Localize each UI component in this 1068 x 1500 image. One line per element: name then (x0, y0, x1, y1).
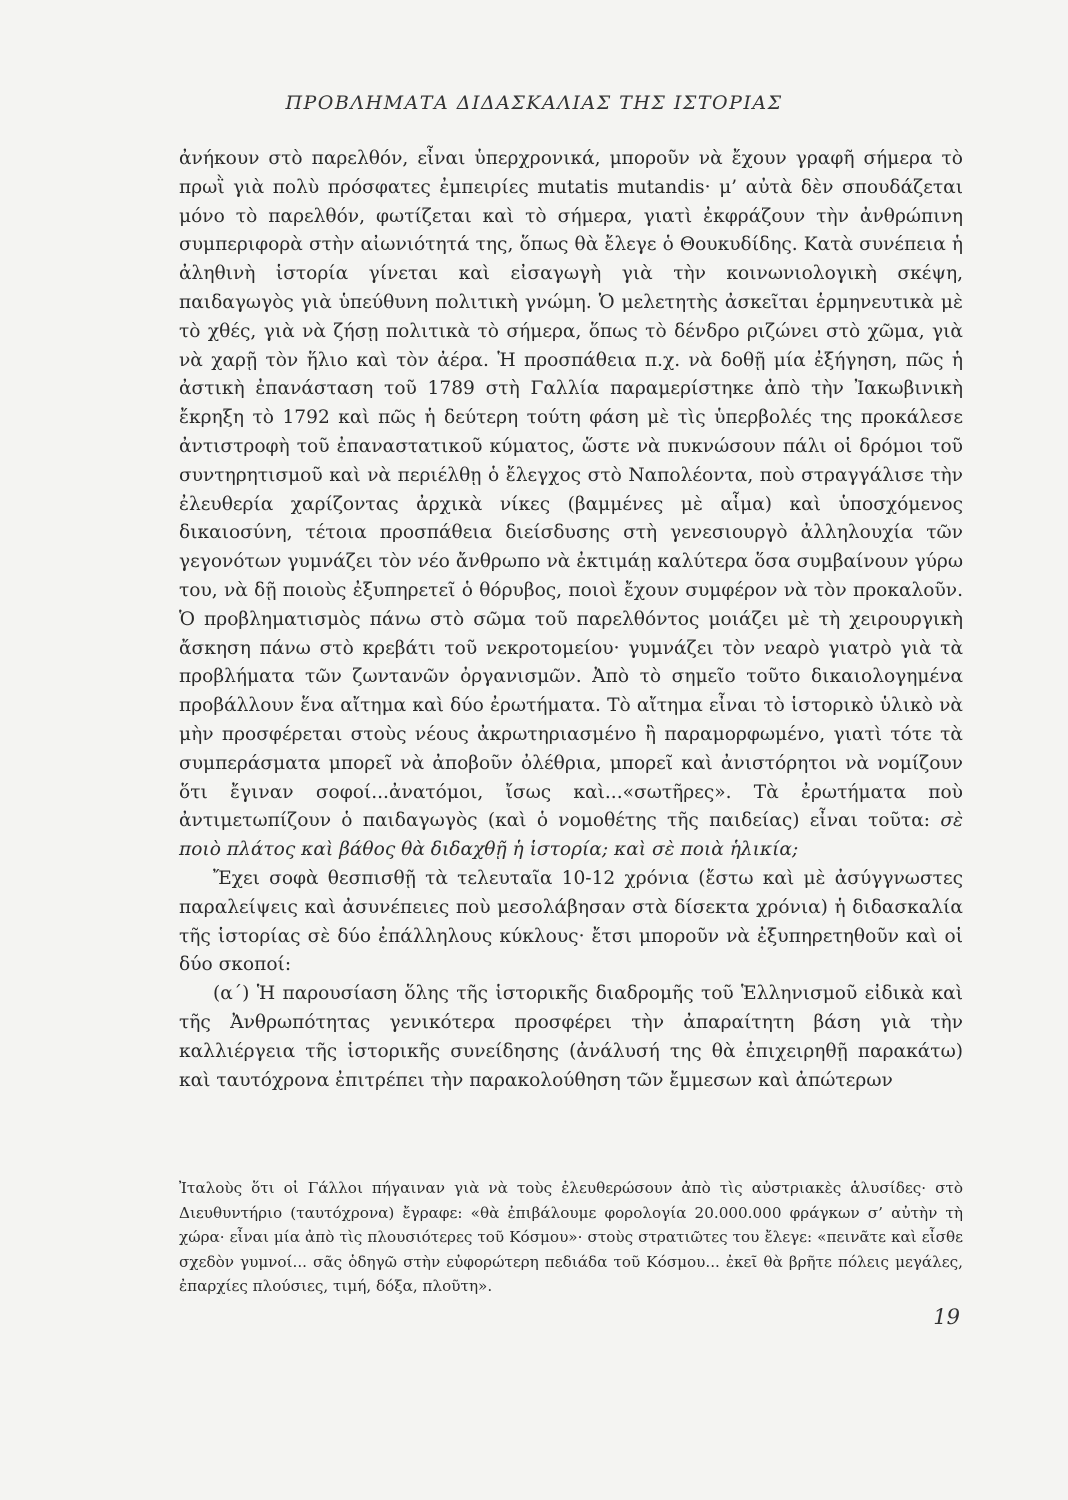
footnote-text: Ἰταλοὺς ὅτι οἱ Γάλλοι πήγαιναν γιὰ νὰ τοὺς ἐλευθερώσουν ἀπὸ τὶς αὐστριακὲς ἁλυσίδες· στὸ Διευθυντήριο (ταυτόχρονα) ἔγραφε: «θὰ ἐπιβάλουμε φορολογία 20.000.000 φράγκων σ’ αὐτὴν τὴ χώρα· εἶναι μία ἀπὸ τὶς πλουσιότερες τοῦ Κόσμου»· στοὺς στρατιῶτες του ἔλεγε: «πεινᾶτε καὶ εἶσθε σχεδὸν γυμνοί... σᾶς ὁδηγῶ στὴν εὐφορώτερη πεδιάδα τοῦ Κόσμου... ἐκεῖ θὰ βρῆτε πόλεις μεγάλες, ἐπαρχίες πλούσιες, τιμή, δόξα, πλοῦτη». (179, 1179, 963, 1295)
paragraph-3: (α΄) Ἡ παρουσίαση ὅλης τῆς ἱστορικῆς διαδρομῆς τοῦ Ἑλληνισμοῦ εἰδικὰ καὶ τῆς Ἀνθρωπότητας γενικότερα προσφέρει τὴν ἀπαραίτητη βάση γιὰ τὴν καλλιέργεια τῆς ἱστορικῆς συνείδησης (ἀνάλυσή της θὰ ἐπιχειρηθῇ παρακάτω) καὶ ταυτόχρονα ἐπιτρέπει τὴν παρακολούθηση τῶν ἔμμεσων καὶ ἀπώτερων (179, 983, 963, 1091)
footnote (179, 1176, 963, 1299)
paragraph-1 (179, 145, 963, 865)
paragraph-1-italic-questions: σὲ ποιὸ πλάτος καὶ βάθος θὰ διδαχθῇ ἡ ἱστορία; καὶ σὲ ποιὰ ἡλικία; (179, 810, 963, 861)
main-text (179, 145, 963, 1095)
paragraph-1-text: ἀνήκουν στὸ παρελθόν, εἶναι ὑπερχρονικά, μποροῦν νὰ ἔχουν γραφῆ σήμερα τὸ πρωῒ γιὰ πολὺ πρόσφατες ἐμπειρίες mutatis mutandis· μ’ αὐτὰ δὲν σπουδάζεται μόνο τὸ παρελθόν, φωτίζεται καὶ τὸ σήμερα, γιατὶ ἐκφράζουν τὴν ἀνθρώπινη συμπεριφορὰ στὴν αἰωνιότητά της, ὅπως θὰ ἔλεγε ὁ Θουκυδίδης. Κατὰ συνέπεια ἡ ἀληθινὴ ἱστορία γίνεται καὶ εἰσαγωγὴ γιὰ τὴν κοινωνιολογικὴ σκέψη, παιδαγωγὸς γιὰ ὑπεύθυνη πολιτικὴ γνώμη. Ὁ μελετητὴς ἀσκεῖται ἑρμηνευτικὰ μὲ τὸ χθές, γιὰ νὰ ζήσῃ πολιτικὰ τὸ σήμερα, ὅπως τὸ δένδρο ριζώνει στὸ χῶμα, γιὰ νὰ χαρῇ τὸν ἥλιο καὶ τὸν ἀέρα. Ἡ προσπάθεια π.χ. νὰ δοθῇ μία ἐξήγηση, πῶς ἡ ἀστικὴ ἐπανάσταση τοῦ 1789 στὴ Γαλλία παραμερίστηκε ἀπὸ τὴν Ἰακωβινικὴ ἔκρηξη τὸ 1792 καὶ πῶς ἡ δεύτερη τούτη φάση μὲ τὶς ὑπερβολές της προκάλεσε ἀντιστροφὴ τοῦ ἐπαναστατικοῦ κύματος, ὥστε νὰ πυκνώσουν πάλι οἱ δρόμοι τοῦ συντηρητισμοῦ καὶ νὰ περιέλθῃ ὁ ἔλεγχος στὸ Ναπολέοντα, ποὺ στραγγάλισε τὴν ἐλευθερία χαρίζοντας ἀρχικὰ νίκες (βαμμένες μὲ αἷμα) καὶ ὑποσχόμενος δικαιοσύνη, τέτοια προσπάθεια διείσδυσης στὴ γενεσιουργὸ ἀλληλουχία τῶν γεγονότων γυμνάζει τὸν νέο ἄνθρωπο νὰ ἐκτιμάῃ καλύτερα ὅσα συμβαίνουν γύρω του, νὰ δῇ ποιοὺς ἐξυπηρετεῖ ὁ θόρυβος, ποιοὶ ἔχουν συμφέρον νὰ τὸν προκαλοῦν. Ὁ προβληματισμὸς πάνω στὸ σῶμα τοῦ παρελθόντος μοιάζει μὲ τὴ χειρουργικὴ ἄσκηση πάνω στὸ κρεβάτι τοῦ νεκροτομείου· γυμνάζει τὸν νεαρὸ γιατρὸ γιὰ τὰ προβλήματα τῶν ζωντανῶν ὀργανισμῶν. Ἀπὸ τὸ σημεῖο τοῦτο δικαιολογημένα προβάλλουν ἕνα αἴτημα καὶ δύο ἐρωτήματα. Τὸ αἴτημα εἶναι τὸ ἱστορικὸ ὑλικὸ νὰ μὴν προσφέρεται στοὺς νέους ἀκρωτηριασμένο ἢ παραμορφωμένο, γιατὶ τότε τὰ συμπεράσματα μπορεῖ νὰ ἀποβοῦν ὀλέθρια, μπορεῖ καὶ ἀνιστόρητοι νὰ νομίζουν ὅτι ἔγιναν σοφοί...ἀνατόμοι, ἴσως καὶ...«σωτῆρες». Τὰ ἐρωτήματα ποὺ ἀντιμετωπίζουν ὁ παιδαγωγὸς (καὶ ὁ νομοθέτης τῆς παιδείας) εἶναι τοῦτα: (179, 148, 963, 832)
paragraph-2: Ἔχει σοφὰ θεσπισθῇ τὰ τελευταῖα 10-12 χρόνια (ἔστω καὶ μὲ ἀσύγγνωστες παραλείψεις καὶ ἀσυνέπειες ποὺ μεσολάβησαν στὰ δίσεκτα χρόνια) ἡ διδασκαλία τῆς ἱστορίας σὲ δύο ἐπάλληλους κύκλους· ἔτσι μποροῦν νὰ ἐξυπηρετηθοῦν καὶ οἱ δύο σκοποί: (179, 867, 963, 976)
page-number: 19 (933, 1305, 960, 1329)
running-title: ΠΡΟΒΛΗΜΑΤΑ ΔΙΔΑΣΚΑΛΙΑΣ ΤΗΣ ΙΣΤΟΡΙΑΣ (285, 92, 783, 114)
